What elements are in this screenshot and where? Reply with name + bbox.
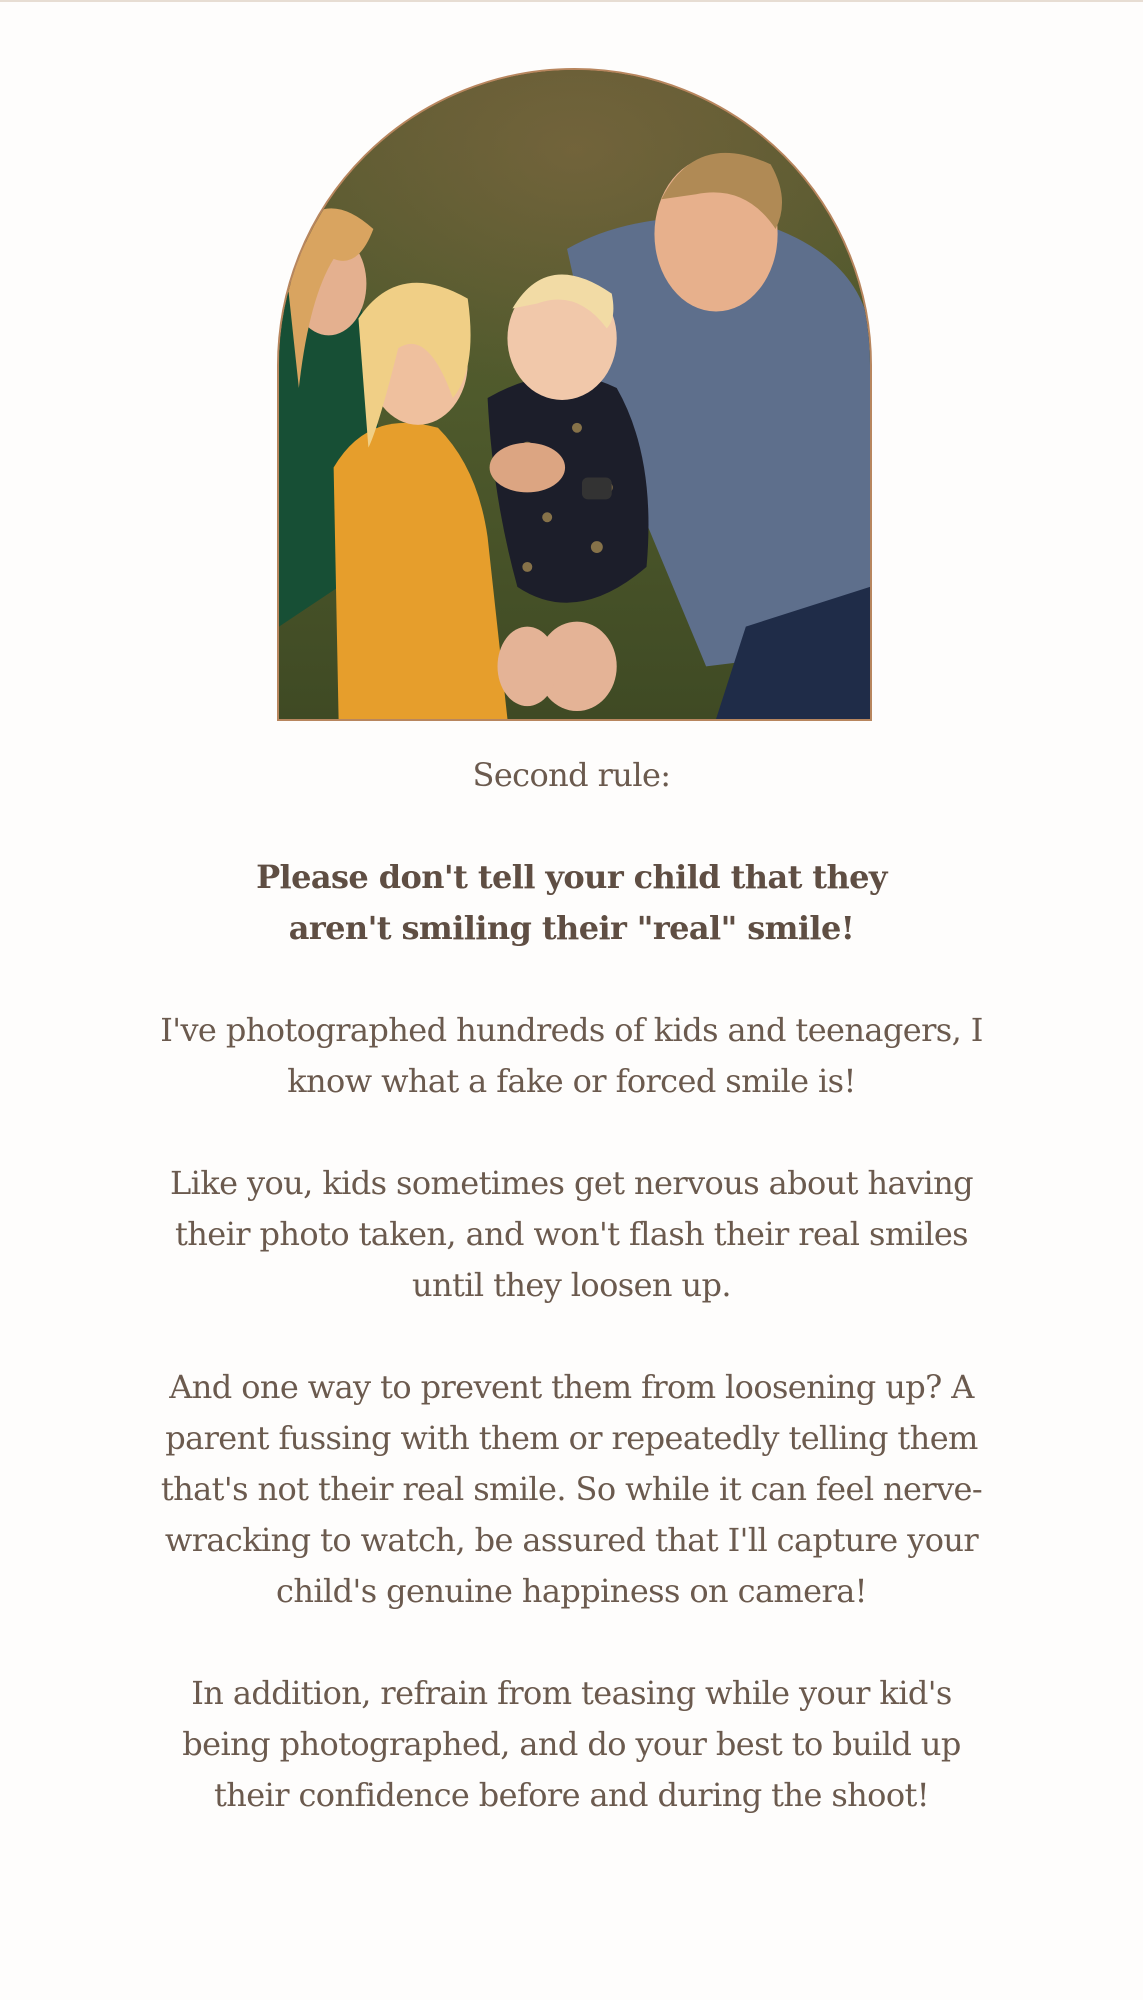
family-photo <box>277 68 872 721</box>
paragraph: I've photographed hundreds of kids and teenagers, I know what a fake or forced smile is! <box>160 1011 983 1100</box>
paragraph: And one way to prevent them from loosening up? A parent fussing with them or repeatedly telling them that's not their real smile. So while it can feel nerve-wracking to watch, be assured that I'll capture your child's genuine happiness on camera! <box>160 1368 983 1610</box>
top-divider <box>0 0 1143 2</box>
rule-heading: Please don't tell your child that they aren't smiling their "real" smile! <box>256 858 887 947</box>
rule-intro: Second rule: <box>472 756 671 794</box>
paragraph: Like you, kids sometimes get nervous about having their photo taken, and won't flash their real smiles until they loosen up. <box>170 1164 973 1304</box>
article-body <box>160 750 983 1872</box>
paragraph: In addition, refrain from teasing while your kid's being photographed, and do your best to build up their confidence before and during the shoot! <box>182 1674 961 1814</box>
